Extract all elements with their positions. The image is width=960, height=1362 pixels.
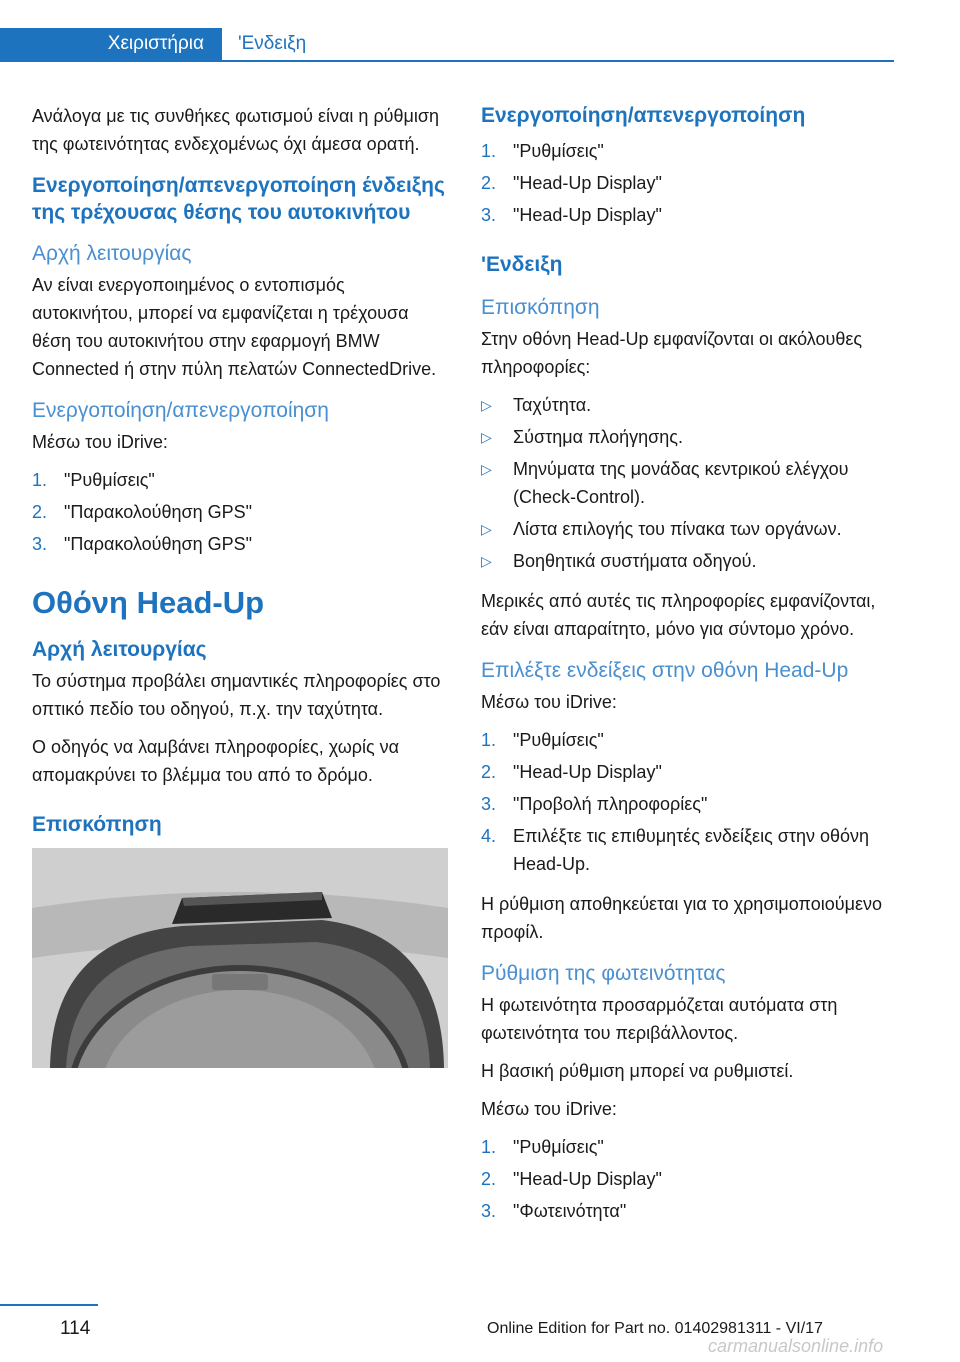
list-item	[481, 137, 897, 165]
heading-overview-right: Επισκόπηση	[481, 296, 600, 319]
list-item	[481, 515, 897, 543]
page-number: 114	[60, 1318, 91, 1339]
list-item	[481, 391, 897, 419]
list-item-text: Μηνύματα της μονάδας κεντρικού ελέγχου (Check-Control).	[513, 459, 849, 507]
list-number: 2.	[32, 502, 48, 522]
triangle-bullet-icon: ▷	[481, 521, 492, 537]
left-column	[32, 102, 448, 1068]
intro-paragraph: Ανάλογα με τις συνθήκες φωτισμού είναι η ρύθμιση της φωτεινότητας ενδεχομένως όχι άμεσα ορατή.	[32, 106, 440, 154]
list-item	[481, 169, 897, 197]
via-idrive-text: Μέσω του iDrive:	[32, 432, 168, 452]
list-item	[481, 547, 897, 575]
list-item-text: "Head-Up Display"	[513, 173, 662, 193]
list-item	[481, 790, 897, 818]
list-item-text: "Ρυθμίσεις"	[513, 730, 604, 750]
steps-brightness-list	[481, 1133, 897, 1225]
list-item-text: "Προβολή πληροφορίες"	[513, 794, 708, 814]
heading-display: 'Ενδειξη	[481, 253, 563, 276]
principle-hud-paragraph-a: Το σύστημα προβάλει σημαντικές πληροφορίες στο οπτικό πεδίο του οδηγού, π.χ. την ταχύτητα.	[32, 671, 441, 719]
right-column	[481, 102, 897, 1237]
heading-brightness: Ρύθμιση της φωτεινότητας	[481, 962, 726, 985]
list-number: 2.	[481, 762, 497, 782]
steps-gps-list	[32, 466, 448, 558]
footer-divider	[0, 1304, 98, 1306]
list-item	[481, 822, 897, 878]
list-item-text: "Παρακολούθηση GPS"	[64, 534, 253, 554]
list-item-text: "Φωτεινότητα"	[513, 1201, 627, 1221]
list-item-text: "Ρυθμίσεις"	[513, 1137, 604, 1157]
heading-head-up-display: Οθόνη Head-Up	[32, 585, 265, 620]
list-item-text: Λίστα επιλογής του πίνακα των οργάνων.	[513, 519, 842, 539]
via-idrive-text: Μέσω του iDrive:	[481, 1099, 617, 1119]
heading-overview-left: Επισκόπηση	[32, 813, 162, 836]
principle-hud-paragraph-b: Ο οδηγός να λαμβάνει πληροφορίες, χωρίς να απομακρύνει το βλέμμα του από το δρόμο.	[32, 737, 400, 785]
list-number: 4.	[481, 826, 497, 846]
list-item-text: "Παρακολούθηση GPS"	[64, 502, 253, 522]
list-item	[32, 466, 448, 494]
list-item	[481, 201, 897, 229]
heading-onoff-hud: Ενεργοποίηση/απενεργοποίηση	[481, 104, 806, 127]
list-item-text: Ταχύτητα.	[513, 395, 592, 415]
list-item-text: Βοηθητικά συστήματα οδηγού.	[513, 551, 757, 571]
list-number: 3.	[481, 205, 497, 225]
list-item-text: Σύστημα πλοήγησης.	[513, 427, 683, 447]
list-item	[32, 530, 448, 558]
section-tab-display[interactable]: 'Ενδειξη	[238, 33, 307, 54]
section-tab-label: Χειριστήρια	[107, 33, 204, 54]
steps-select-list	[481, 726, 897, 878]
list-number: 1.	[32, 470, 48, 490]
list-number: 3.	[32, 534, 48, 554]
list-number: 3.	[481, 794, 497, 814]
list-item-text: "Head-Up Display"	[513, 762, 662, 782]
header-divider	[0, 60, 894, 62]
list-item	[481, 455, 897, 511]
brightness-paragraph-1: Η φωτεινότητα προσαρμόζεται αυτόματα στη φωτεινότητα του περιβάλλοντος.	[481, 995, 838, 1043]
list-number: 3.	[481, 1201, 497, 1221]
list-item-text: "Head-Up Display"	[513, 205, 662, 225]
list-item-text: "Head-Up Display"	[513, 1169, 662, 1189]
triangle-bullet-icon: ▷	[481, 553, 492, 569]
via-idrive-text: Μέσω του iDrive:	[481, 692, 617, 712]
triangle-bullet-icon: ▷	[481, 397, 492, 413]
overview-paragraph: Στην οθόνη Head-Up εμφανίζονται οι ακόλουθες πληροφορίες:	[481, 329, 863, 377]
principle-paragraph: Αν είναι ενεργοποιημένος ο εντοπισμός αυτοκινήτου, μπορεί να εμφανίζεται η τρέχουσα θέση του αυτοκινήτου στην εφαρμογή BMW Connected ή στην πύλη πελατών ConnectedDrive.	[32, 275, 437, 379]
section-tab-controls[interactable]	[0, 28, 222, 60]
list-item	[32, 498, 448, 526]
list-item	[481, 758, 897, 786]
list-item	[481, 726, 897, 754]
saved-profile-paragraph: Η ρύθμιση αποθηκεύεται για το χρησιμοποιούμενο προφίλ.	[481, 894, 882, 942]
list-number: 2.	[481, 1169, 497, 1189]
triangle-bullet-icon: ▷	[481, 429, 492, 445]
list-number: 1.	[481, 1137, 497, 1157]
dashboard-illustration	[32, 848, 448, 1068]
page-header	[0, 0, 960, 62]
displayed-info-list	[481, 391, 897, 575]
some-info-paragraph: Μερικές από αυτές τις πληροφορίες εμφανίζονται, εάν είναι απαραίτητο, μόνο για σύντομο χρόνο.	[481, 591, 876, 639]
watermark-text: carmanualsonline.info	[708, 1336, 884, 1356]
list-number: 1.	[481, 141, 497, 161]
head-up-display-illustration	[32, 848, 448, 1068]
list-item	[481, 423, 897, 451]
brightness-paragraph-2: Η βασική ρύθμιση μπορεί να ρυθμιστεί.	[481, 1061, 794, 1081]
heading-onoff: Ενεργοποίηση/απενεργοποίηση	[32, 399, 329, 422]
list-number: 2.	[481, 173, 497, 193]
list-item	[481, 1165, 897, 1193]
list-item-text: "Ρυθμίσεις"	[513, 141, 604, 161]
heading-select-displays: Επιλέξτε ενδείξεις στην οθόνη Head-Up	[481, 659, 849, 682]
list-item	[481, 1133, 897, 1161]
steps-onoff-list	[481, 137, 897, 229]
list-number: 1.	[481, 730, 497, 750]
heading-position-toggle: Ενεργοποίηση/απενεργοποίηση ένδειξης της τρέχουσας θέσης του αυτοκινήτου	[32, 174, 445, 224]
heading-principle: Αρχή λειτουργίας	[32, 242, 192, 265]
edition-text: Online Edition for Part no. 01402981311 - VI/17	[487, 1320, 823, 1337]
list-item-text: "Ρυθμίσεις"	[64, 470, 155, 490]
heading-principle-hud: Αρχή λειτουργίας	[32, 638, 207, 661]
triangle-bullet-icon: ▷	[481, 461, 492, 477]
list-item-text: Επιλέξτε τις επιθυμητές ενδείξεις στην οθόνη Head-Up.	[513, 826, 870, 874]
list-item	[481, 1197, 897, 1225]
